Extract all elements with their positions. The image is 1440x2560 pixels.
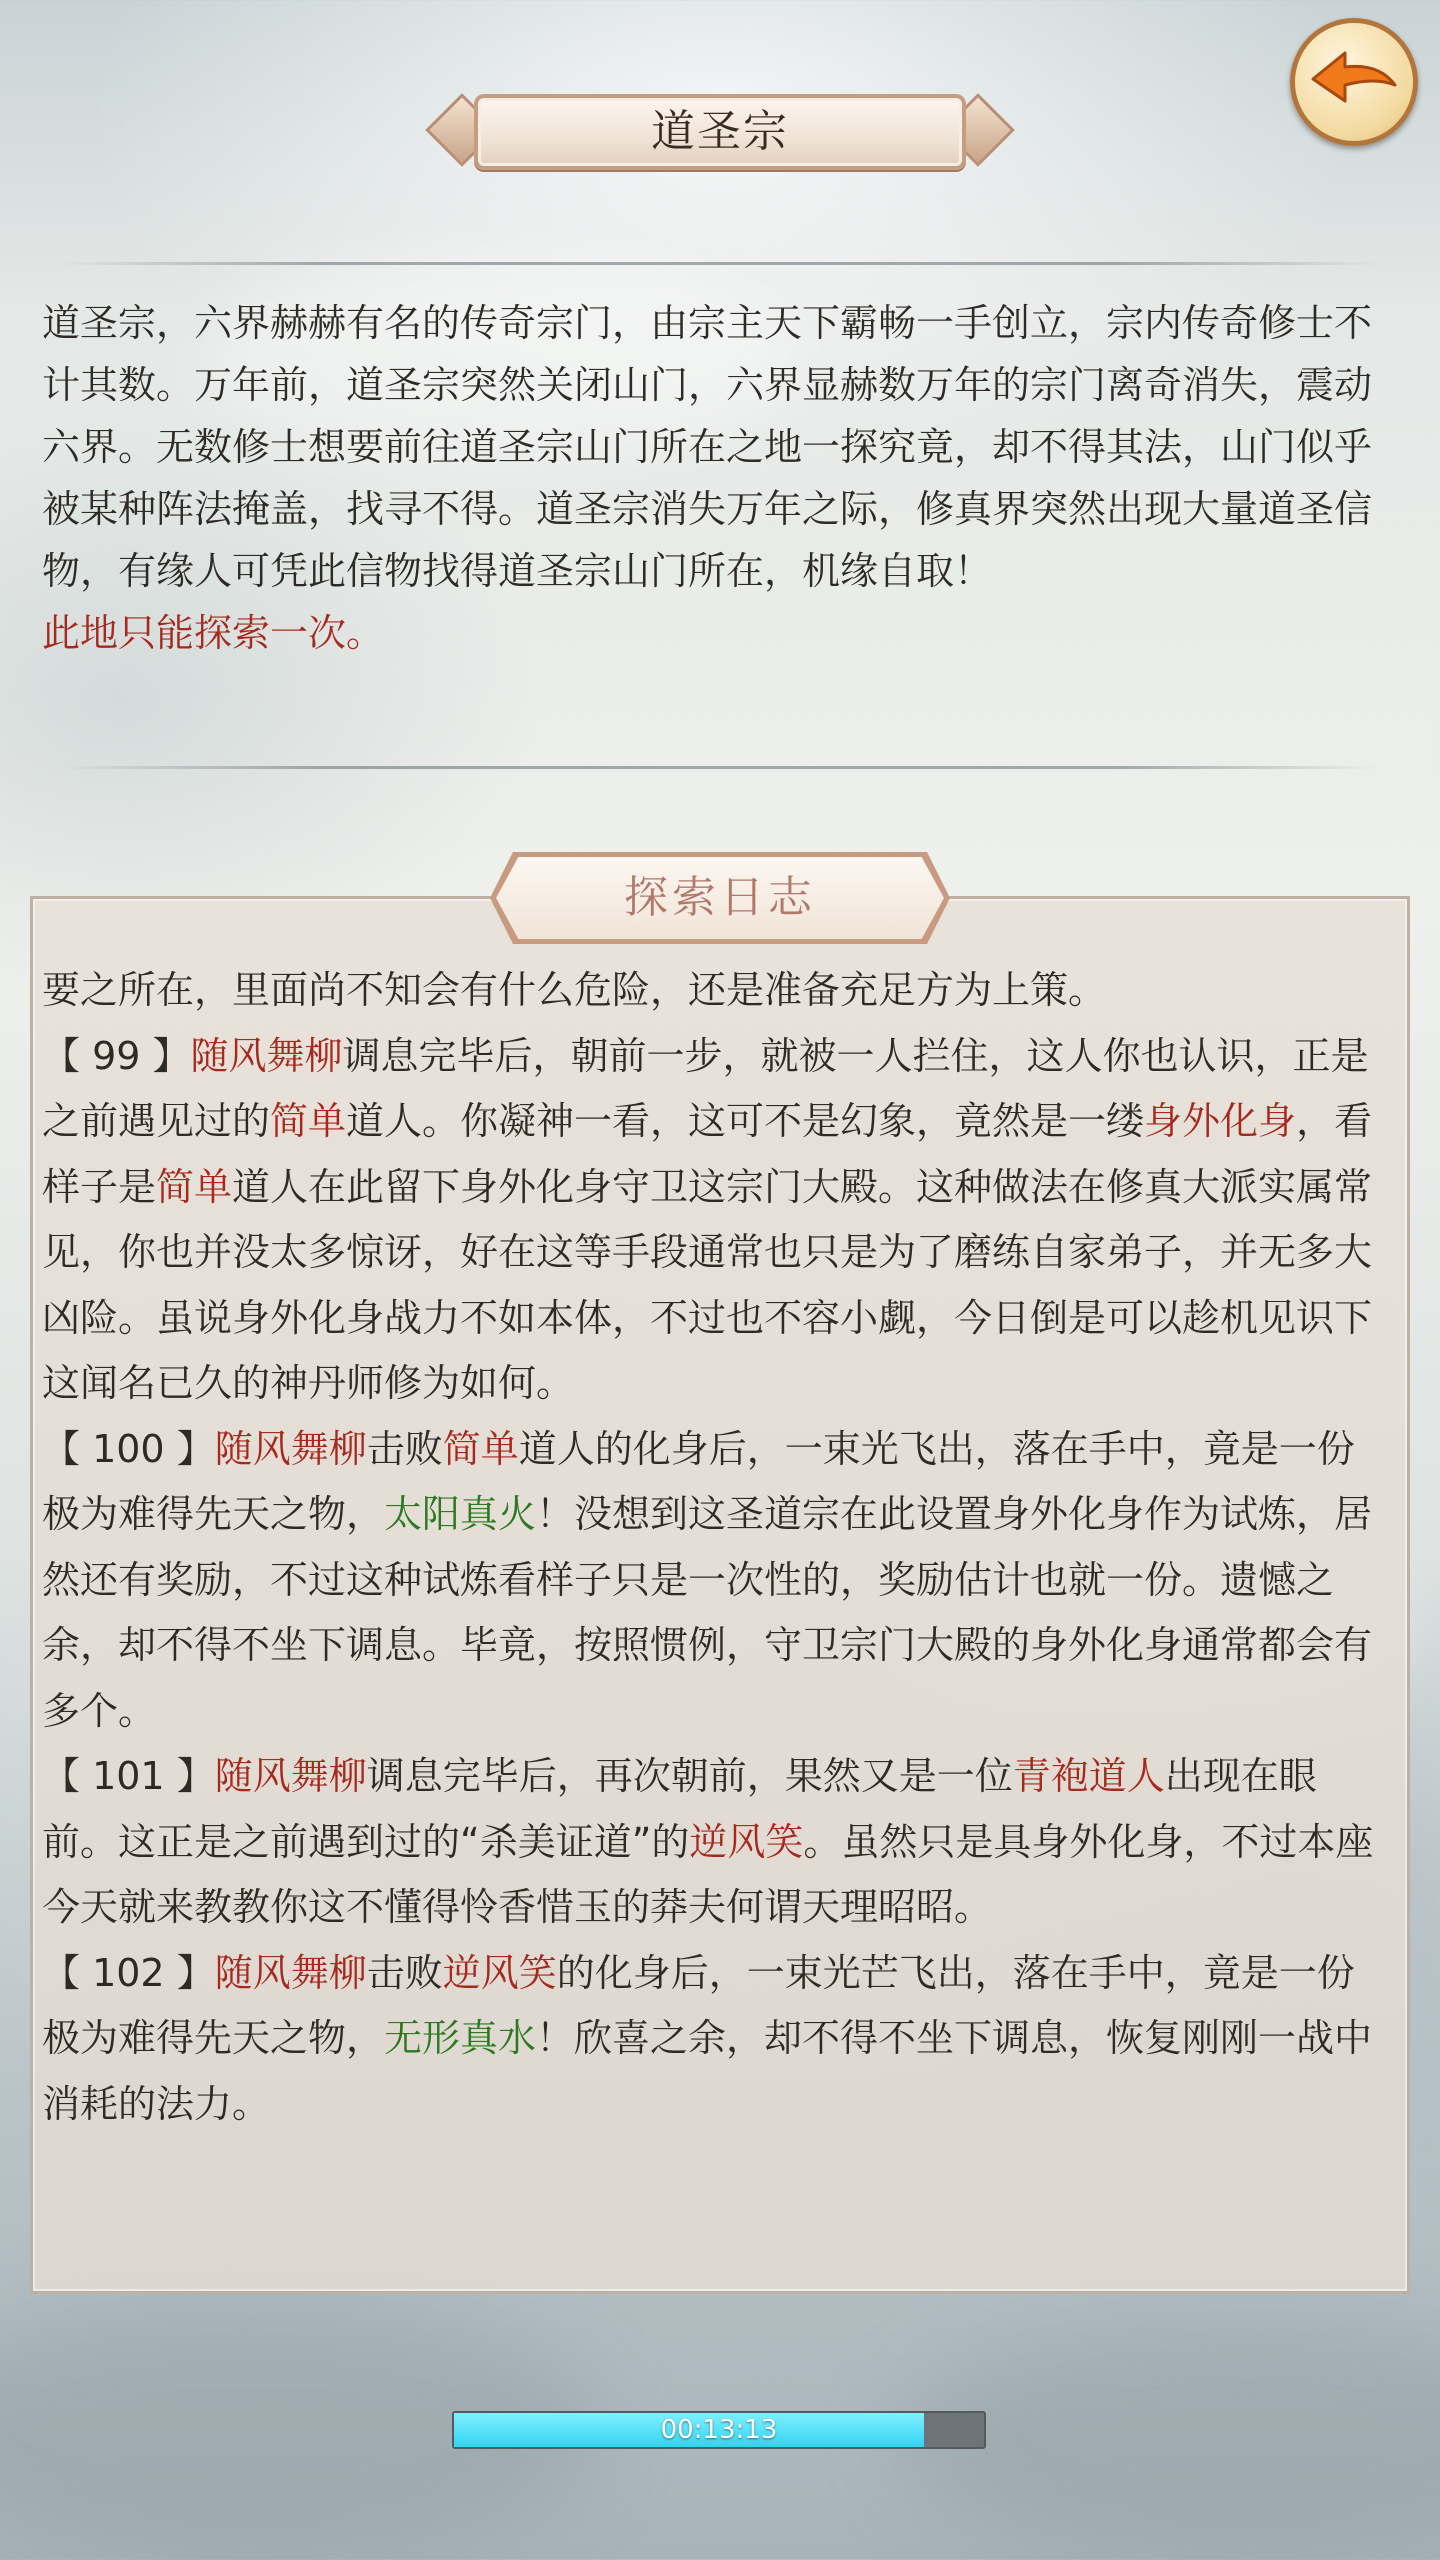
log-text: 道人在此留下身外化身守卫这宗门大殿。这种做法在修真大派实属常见，你也并没太多惊讶，好在这等手段通常也只是为了磨练自家弟子，并无多大凶险。虽说身外化身战力不如本体，不过也不容小觑，今日倒是可以趁机见识下这闻名已久的神丹师修为如何。 [42,1164,1373,1405]
log-entry [42,1941,1384,2138]
highlight-name: 逆风笑 [689,1819,804,1864]
log-entry-index: 【 101 】 [42,1754,215,1798]
back-button[interactable] [1290,18,1418,146]
log-intro: 要之所在，里面尚不知会有什么危险，还是准备充足方为上策。 [42,968,1107,1012]
divider [60,262,1380,265]
log-entry [42,1744,1384,1941]
divider [60,766,1380,769]
log-text: ，看样子是 [42,1099,1373,1209]
highlight-name: 随风舞柳 [214,1950,367,1995]
page-title: 道圣宗 [651,106,789,157]
exploration-timer [452,2411,986,2449]
log-text: 调息完毕后，朝前一步，就被一人拦住，这人你也认识，正是之前遇见过的 [42,1033,1369,1143]
log-title: 探索日志 [624,872,816,923]
description-text: 道圣宗，六界赫赫有名的传奇宗门，由宗主天下霸畅一手创立，宗内传奇修士不计其数。万年前，道圣宗突然关闭山门，六界显赫数万年的宗门离奇消失，震动六界。无数修士想要前往道圣宗山门所在之地一探究竟，却不得其法，山门似乎被某种阵法掩盖，找寻不得。道圣宗消失万年之际，修真界突然出现大量道圣信物，有缘人可凭此信物找得道圣宗山门所在，机缘自取！ [42,301,1373,593]
log-text: ！欣喜之余，却不得不坐下调息，恢复刚刚一战中消耗的法力。 [42,2016,1373,2126]
log-text: 出现在眼前。这正是之前遇到过的“杀美证道”的 [42,1754,1317,1864]
highlight-name: 青袍道人 [1012,1754,1165,1798]
log-entry [42,1024,1384,1417]
highlight-name: 简单 [156,1164,233,1209]
log-text: ！没想到这圣道宗在此设置身外化身作为试炼，居然还有奖励，不过这种试炼看样子只是一次性的，奖励估计也就一份。遗憾之余，却不得不坐下调息。毕竟，按照惯例，守卫宗门大殿的身外化身通常都会有多个。 [42,1492,1373,1733]
back-arrow-icon [1309,45,1401,117]
explore-once-warning: 此地只能探索一次。 [42,611,385,655]
log-text: 。虽然只是具身外化身，不过本座今天就来教教你这不懂得怜香惜玉的莽夫何谓天理昭昭。 [42,1819,1374,1929]
log-text: 道人的化身后，一束光飞出，落在手中，竟是一份极为难得先天之物， [42,1426,1355,1536]
log-entry-index: 【 99 】 [42,1033,191,1078]
highlight-item: 太阳真火 [384,1492,537,1536]
title-plaque [430,84,1010,180]
highlight-item: 无形真水 [384,2016,537,2060]
log-entry-index: 【 102 】 [42,1950,215,1995]
log-text: 的化身后，一束光芒飞出，落在手中，竟是一份极为难得先天之物， [42,1950,1355,2060]
highlight-name: 随风舞柳 [214,1754,367,1798]
highlight-name: 身外化身 [1144,1099,1297,1143]
log-body [42,958,1384,2137]
log-text: 击败 [366,1426,443,1471]
highlight-name: 随风舞柳 [190,1033,343,1078]
log-text: 道人。你凝神一看，这可不是幻象，竟然是一缕 [346,1099,1145,1143]
highlight-name: 简单 [270,1099,347,1143]
log-entry-index: 【 100 】 [42,1426,215,1471]
log-text: 击败 [366,1950,443,1995]
highlight-name: 逆风笑 [442,1950,557,1995]
log-entry [42,1417,1384,1745]
log-text: 调息完毕后，再次朝前，果然又是一位 [366,1754,1013,1798]
log-entries [42,1024,1384,2138]
highlight-name: 随风舞柳 [214,1426,367,1471]
log-header [490,852,950,944]
timer-label: 00:13:13 [660,2415,778,2445]
sect-description [42,292,1382,664]
highlight-name: 简单 [442,1426,519,1471]
